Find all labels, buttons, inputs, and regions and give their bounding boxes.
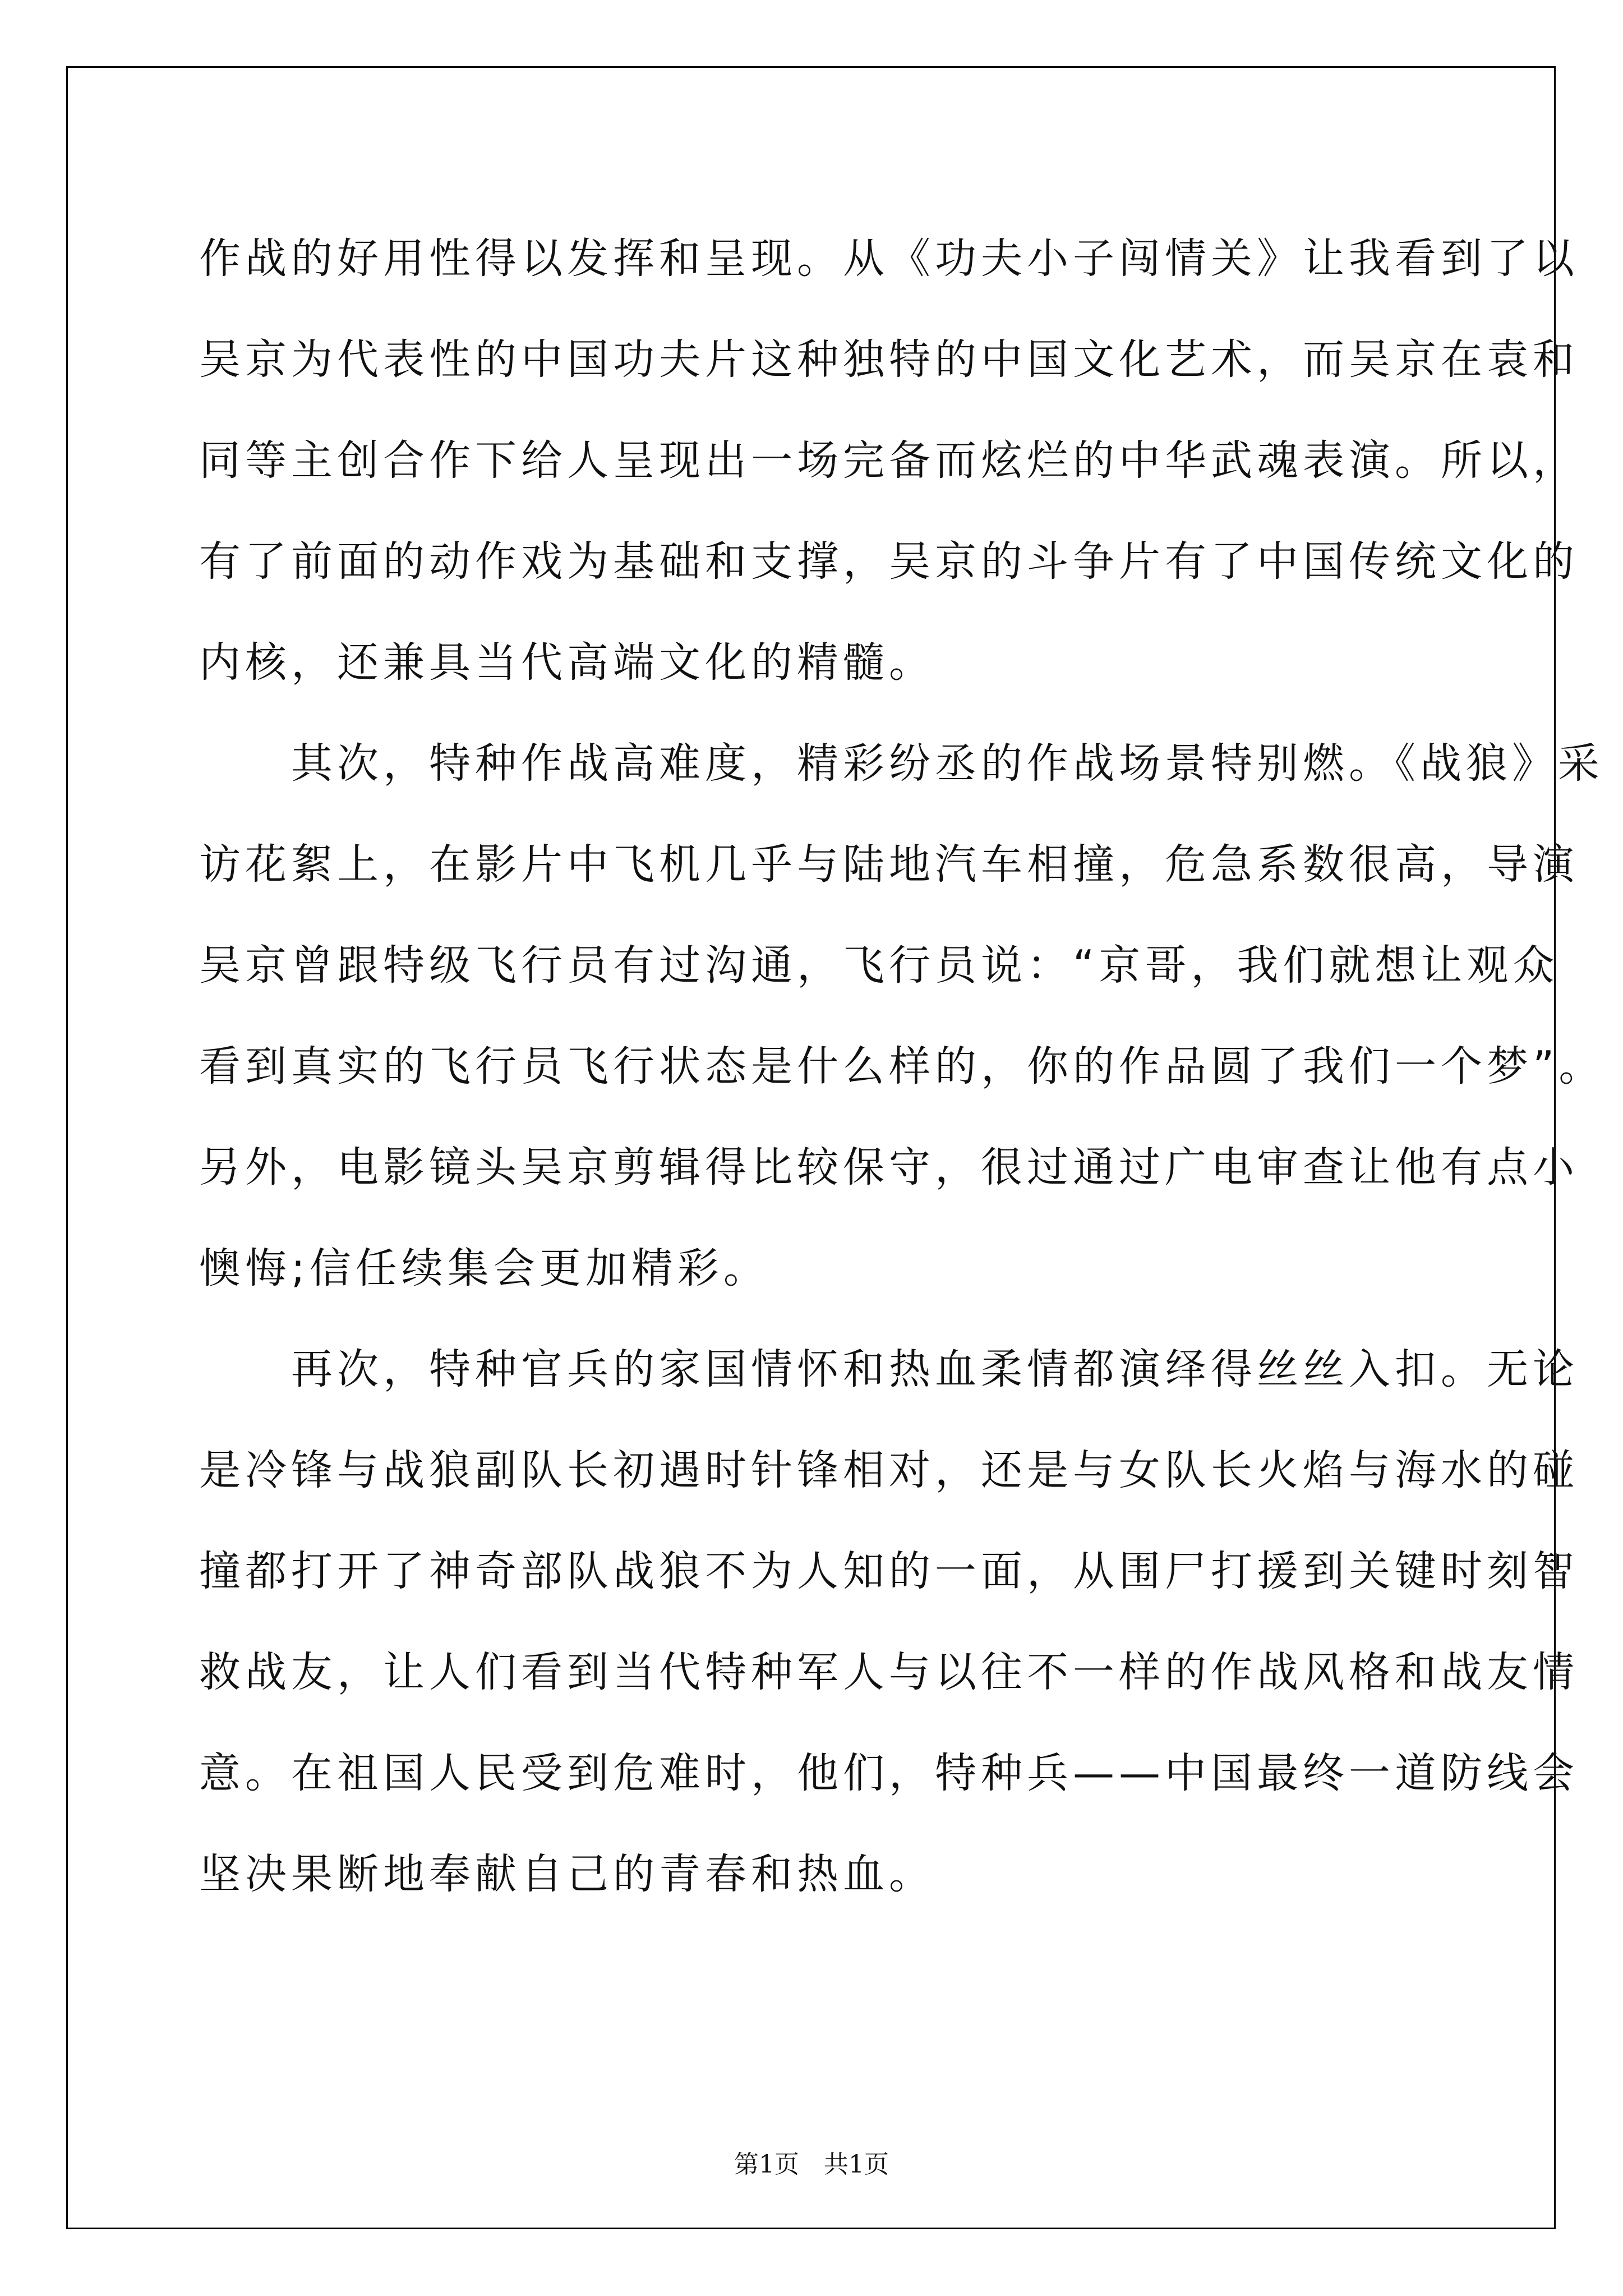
text-line: 再次，特种官兵的家国情怀和热血柔情都演绎得丝丝入扣。无论 (199, 1345, 1579, 1393)
document-body (199, 208, 1605, 1925)
text-line: 其次，特种作战高难度，精彩纷丞的作战场景特别燃。《战狼》采 (199, 739, 1604, 788)
text-line: 同等主创合作下给人呈现出一场完备而炫烂的中华武魂表演。所以， (199, 436, 1579, 485)
text-line: 另外，电影镜头吴京剪辑得比较保守，很过通过广电审查让他有点小 (199, 1143, 1579, 1191)
text-line: 吴京曾跟特级飞行员有过沟通，飞行员说：“京哥，我们就想让观众 (199, 941, 1559, 990)
text-line: 有了前面的动作戏为基础和支撑，吴京的斗争片有了中国传统文化的 (199, 537, 1579, 586)
text-line: 懊悔;信任续集会更加精彩。 (199, 1244, 769, 1292)
text-line: 吴京为代表性的中国功夫片这种独特的中国文化艺术，而吴京在袁和 (199, 335, 1579, 384)
paragraph-3 (199, 1319, 1579, 1925)
text-line: 看到真实的飞行员飞行状态是什么样的，你的作品圆了我们一个梦”。 (199, 1042, 1605, 1091)
text-line: 作战的好用性得以发挥和呈现。从《功夫小子闯情关》让我看到了以 (199, 234, 1579, 283)
text-line: 撞都打开了神奇部队战狼不为人知的一面，从围尸打援到关键时刻智 (199, 1547, 1579, 1595)
text-line: 救战友，让人们看到当代特种军人与以往不一样的作战风格和战友情 (199, 1648, 1579, 1696)
text-line: 坚决果断地奉献自己的青春和热血。 (199, 1850, 935, 1898)
page-footer: 第1页 共1页 (734, 2150, 889, 2179)
paragraph-2 (199, 713, 1605, 1319)
text-line: 访花絮上，在影片中飞机几乎与陆地汽车相撞，危急系数很高，导演 (199, 840, 1579, 889)
text-line: 内核，还兼具当代高端文化的精髓。 (199, 638, 935, 687)
text-line: 意。在祖国人民受到危难时，他们，特种兵——中国最终一道防线会 (199, 1749, 1579, 1797)
paragraph-1 (199, 208, 1579, 713)
text-line: 是冷锋与战狼副队长初遇时针锋相对，还是与女队长火焰与海水的碰 (199, 1446, 1579, 1494)
